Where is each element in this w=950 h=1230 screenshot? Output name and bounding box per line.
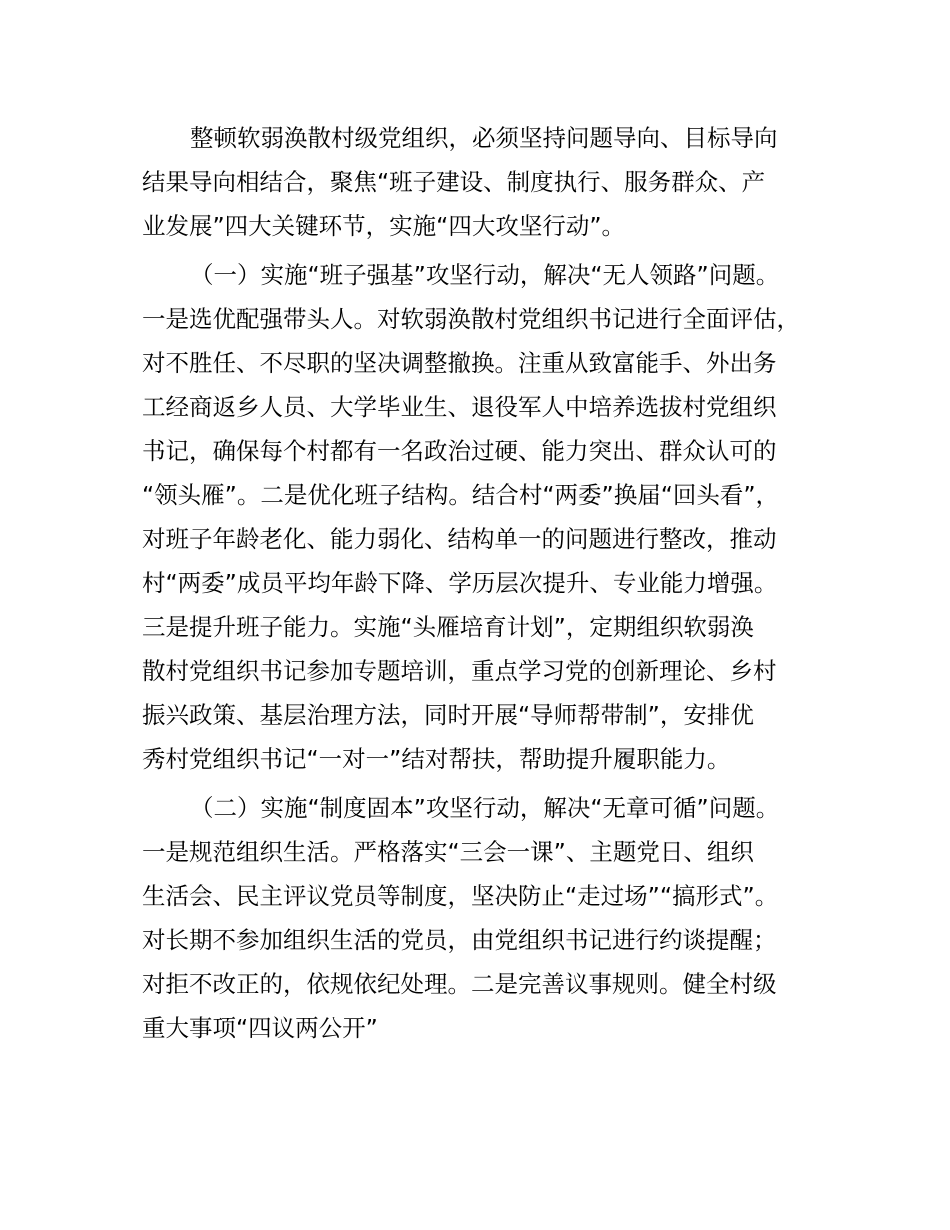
paragraph-3-line-1: （二）实施“制度固本”攻坚行动，解决“无章可循”问题。 (190, 794, 780, 822)
paragraph-2-line-12: 秀村党组织书记“一对一”结对帮扶，帮助提升履职能力。 (142, 745, 731, 773)
paragraph-3-line-2: 一是规范组织生活。严格落实“三会一课”、主题党日、组织 (142, 838, 754, 866)
paragraph-1-line-1: 整顿软弱涣散村级党组织，必须坚持问题导向、目标导向 (190, 124, 778, 152)
paragraph-3-line-4: 对长期不参加组织生活的党员，由党组织书记进行约谈提醒； (142, 926, 777, 954)
paragraph-2-line-10: 散村党组织书记参加专题培训，重点学习党的创新理论、乡村 (142, 657, 777, 685)
paragraph-2-line-11: 振兴政策、基层治理方法，同时开展“导师帮带制”，安排优 (142, 701, 754, 729)
paragraph-2-line-2: 一是选优配强带头人。对软弱涣散村党组织书记进行全面评估， (142, 305, 800, 333)
paragraph-3-line-5: 对拒不改正的，依规依纪处理。二是完善议事规则。健全村级 (142, 970, 777, 998)
paragraph-1-line-2: 结果导向相结合，聚焦“班子建设、制度执行、服务群众、产 (142, 168, 766, 196)
paragraph-2-line-6: “领头雁”。二是优化班子结构。结合村“两委”换届“回头看”， (142, 481, 780, 509)
paragraph-1-line-3: 业发展”四大关键环节，实施“四大攻坚行动”。 (142, 212, 626, 240)
paragraph-2-line-3: 对不胜任、不尽职的坚决调整撤换。注重从致富能手、外出务 (142, 349, 777, 377)
paragraph-2-line-5: 书记，确保每个村都有一名政治过硬、能力突出、群众认可的 (142, 437, 777, 465)
paragraph-2-line-4: 工经商返乡人员、大学毕业生、退役军人中培养选拔村党组织 (142, 393, 777, 421)
paragraph-2-line-9: 三是提升班子能力。实施“头雁培育计划”，定期组织软弱涣 (142, 613, 754, 641)
paragraph-3-line-3: 生活会、民主评议党员等制度，坚决防止“走过场”“搞形式”。 (142, 882, 779, 910)
paragraph-2-line-8: 村“两委”成员平均年龄下降、学历层次提升、专业能力增强。 (142, 569, 778, 597)
paragraph-3-line-6: 重大事项“四议两公开” (142, 1014, 378, 1042)
paragraph-2-line-1: （一）实施“班子强基”攻坚行动，解决“无人领路”问题。 (190, 261, 780, 289)
paragraph-2-line-7: 对班子年龄老化、能力弱化、结构单一的问题进行整改，推动 (142, 525, 777, 553)
